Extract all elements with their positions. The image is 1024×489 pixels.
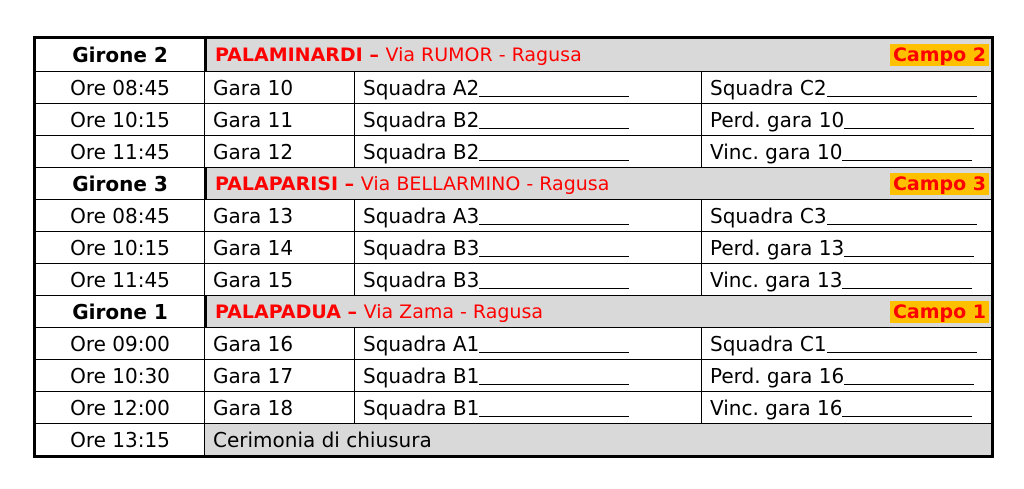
match-row (36, 327, 991, 359)
match-time: Ore 10:30 (70, 363, 170, 388)
match-team: Squadra B1 (354, 392, 701, 423)
match-opponent: Perd. gara 16 (701, 360, 991, 391)
match-time: Ore 08:45 (70, 75, 170, 100)
match-time: Ore 11:45 (70, 139, 170, 164)
group-name: Girone 1 (72, 299, 168, 324)
match-time: Ore 08:45 (70, 203, 170, 228)
match-row (36, 391, 991, 423)
match-opponent: Vinc. gara 13 (701, 264, 991, 295)
match-number: Gara 14 (204, 232, 354, 263)
venue-label: PALAMINARDI – Via RUMOR - Ragusa (215, 44, 582, 66)
closing-label: Cerimonia di chiusura (204, 424, 991, 455)
group-header-row (36, 167, 991, 199)
match-number: Gara 13 (204, 200, 354, 231)
group-name: Girone 3 (72, 171, 168, 196)
match-row (36, 263, 991, 295)
venue-label: PALAPARISI – Via BELLARMINO - Ragusa (215, 172, 610, 195)
closing-row (36, 423, 991, 455)
match-team: Squadra A2 (354, 72, 701, 103)
venue-cell (204, 296, 991, 327)
match-time: Ore 10:15 (70, 235, 170, 260)
match-row (36, 103, 991, 135)
match-row (36, 199, 991, 231)
group-name: Girone 2 (72, 43, 168, 67)
match-row (36, 135, 991, 167)
match-number: Gara 11 (204, 104, 354, 135)
match-team: Squadra A3 (354, 200, 701, 231)
venue-label: PALAPADUA – Via Zama - Ragusa (215, 300, 543, 323)
group-header-row (36, 39, 991, 71)
match-team: Squadra B3 (354, 232, 701, 263)
schedule-table (33, 36, 994, 458)
match-opponent: Squadra C3 (701, 200, 991, 231)
match-team: Squadra B3 (354, 264, 701, 295)
match-number: Gara 12 (204, 136, 354, 167)
match-time: Ore 09:00 (70, 331, 170, 356)
campo-badge: Campo 3 (890, 173, 989, 195)
venue-cell (204, 39, 991, 71)
match-row (36, 231, 991, 263)
venue-cell (204, 168, 991, 199)
match-time: Ore 12:00 (70, 395, 170, 420)
match-number: Gara 16 (204, 328, 354, 359)
group-header-row (36, 295, 991, 327)
match-opponent: Vinc. gara 16 (701, 392, 991, 423)
match-team: Squadra A1 (354, 328, 701, 359)
match-opponent: Perd. gara 10 (701, 104, 991, 135)
match-opponent: Squadra C2 (701, 72, 991, 103)
match-team: Squadra B1 (354, 360, 701, 391)
match-number: Gara 15 (204, 264, 354, 295)
match-row (36, 359, 991, 391)
match-opponent: Perd. gara 13 (701, 232, 991, 263)
match-team: Squadra B2 (354, 136, 701, 167)
match-number: Gara 18 (204, 392, 354, 423)
match-number: Gara 17 (204, 360, 354, 391)
match-time: Ore 10:15 (70, 107, 170, 132)
match-row (36, 71, 991, 103)
match-time: Ore 11:45 (70, 267, 170, 292)
campo-badge: Campo 1 (890, 301, 989, 323)
campo-badge: Campo 2 (890, 44, 989, 66)
match-team: Squadra B2 (354, 104, 701, 135)
match-opponent: Vinc. gara 10 (701, 136, 991, 167)
match-number: Gara 10 (204, 72, 354, 103)
match-opponent: Squadra C1 (701, 328, 991, 359)
closing-time: Ore 13:15 (70, 427, 170, 452)
